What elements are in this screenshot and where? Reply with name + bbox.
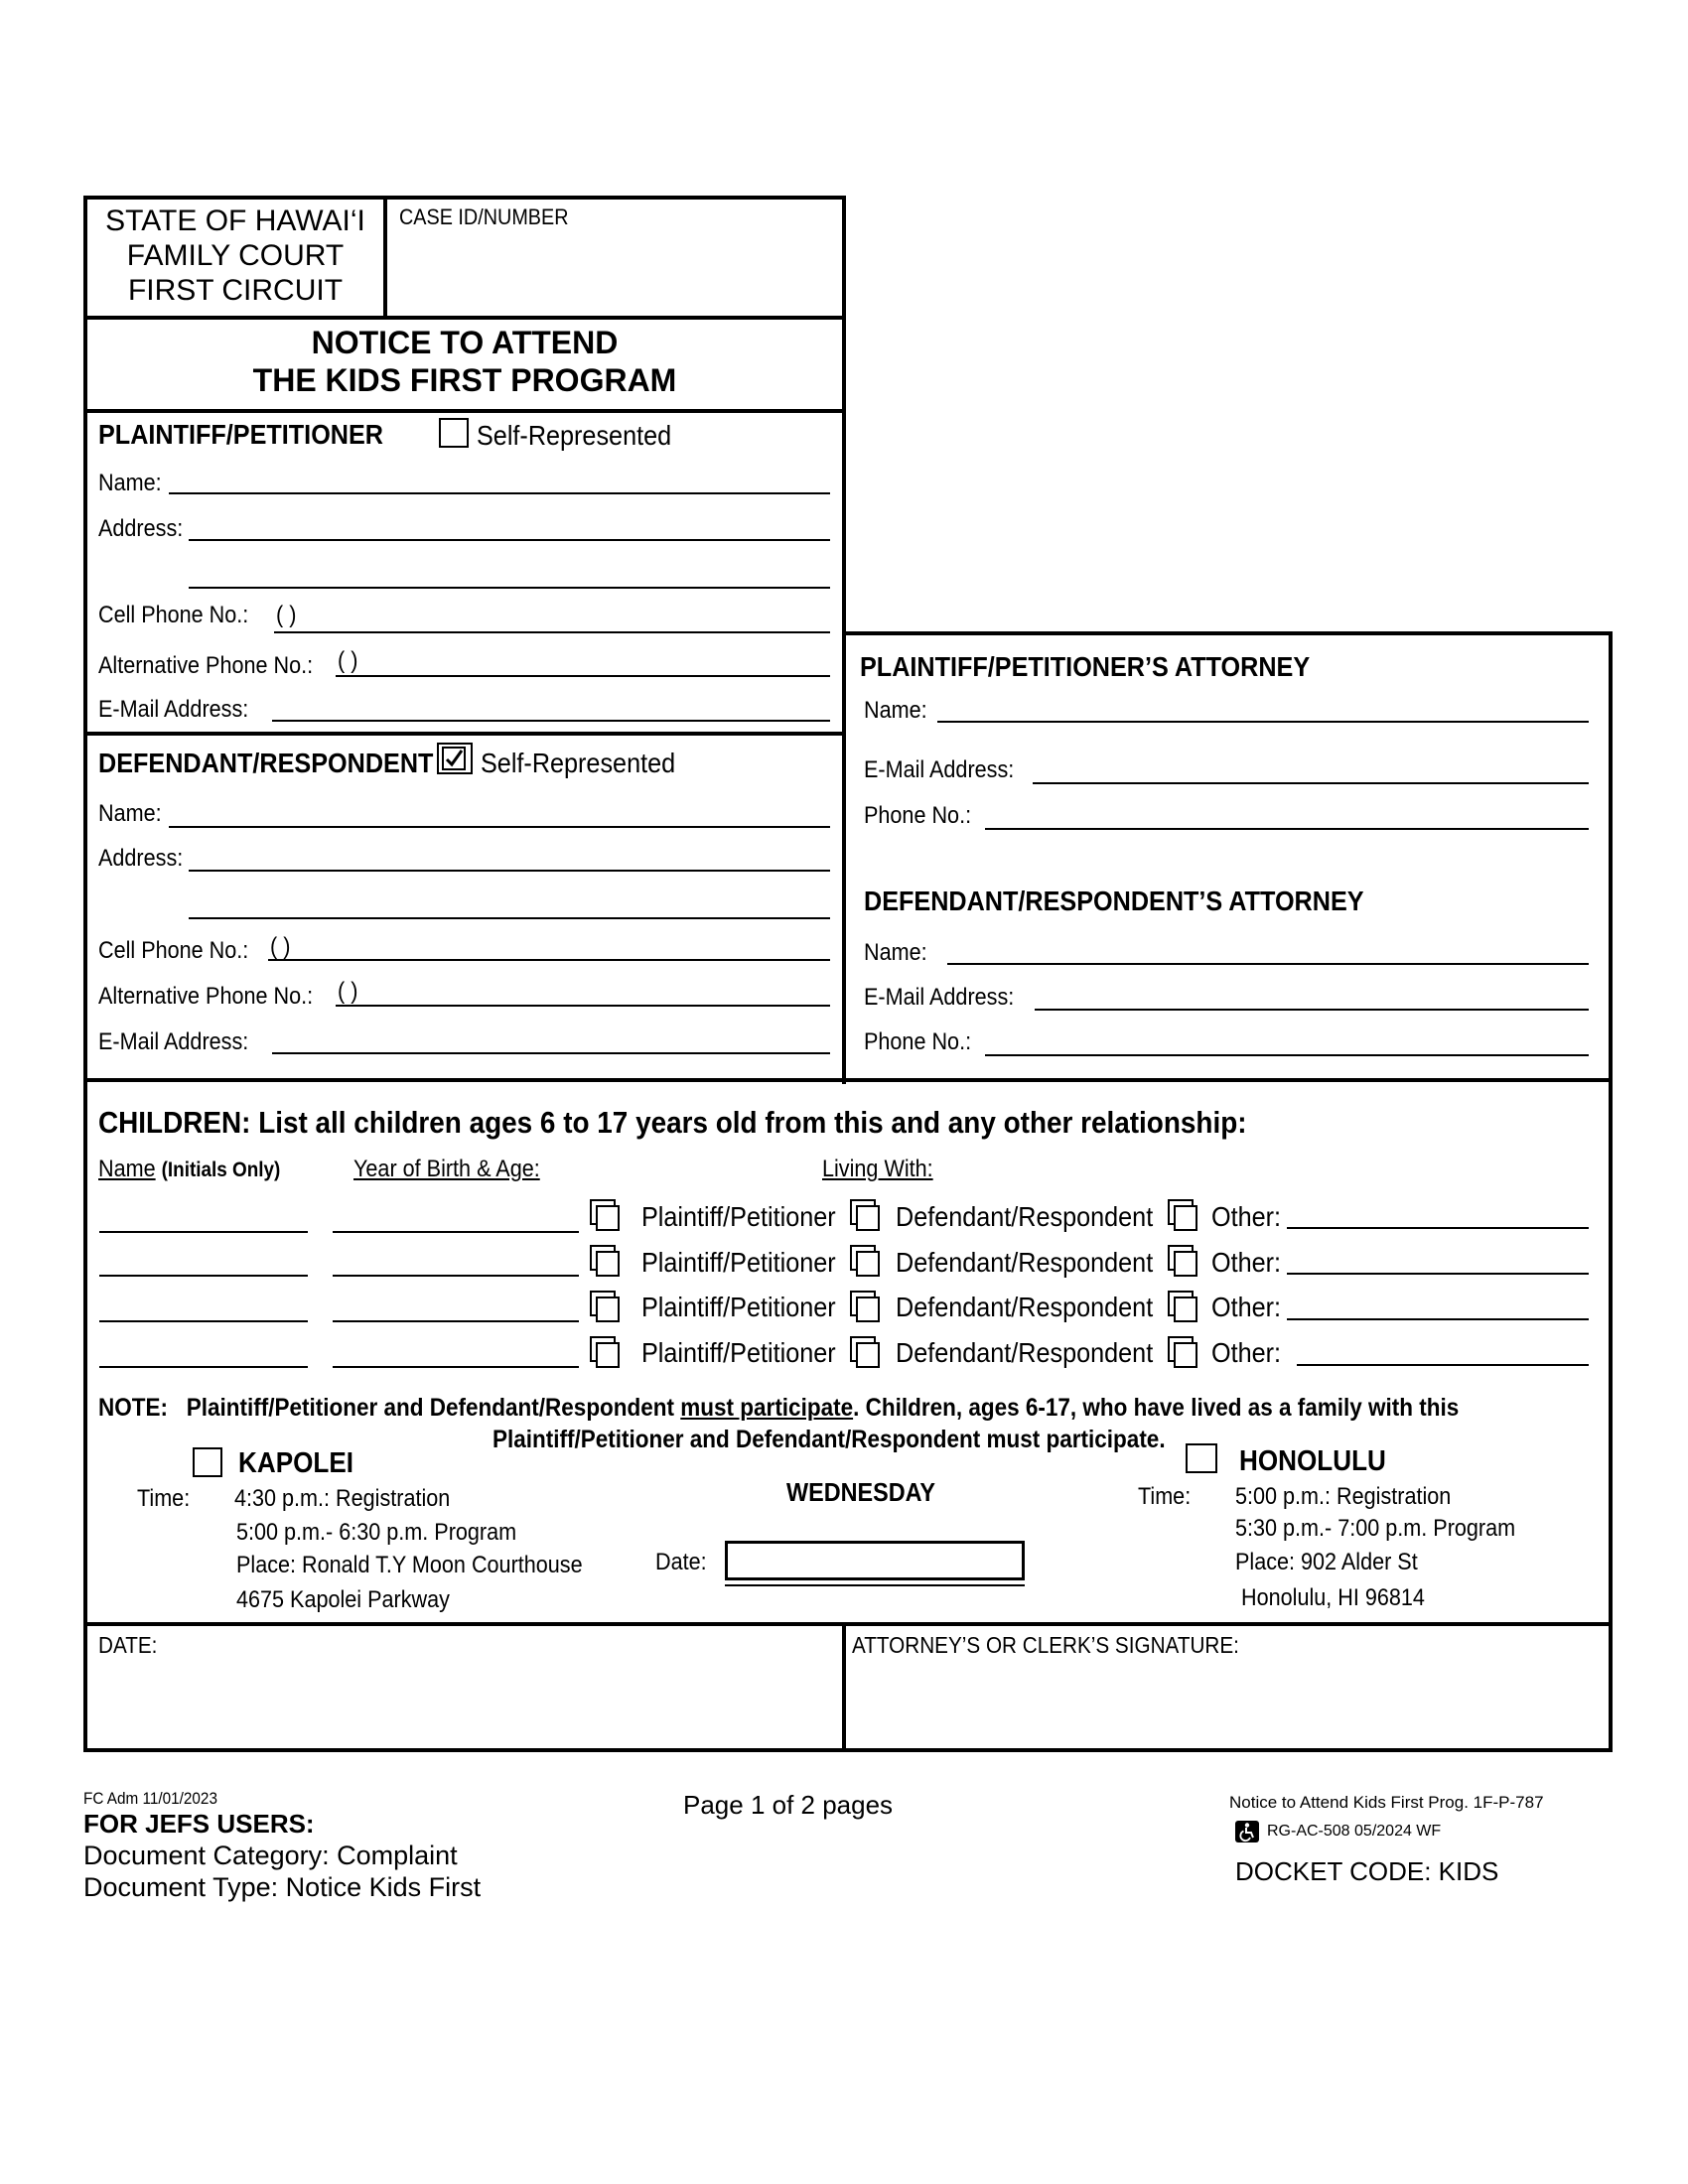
child-other-checkbox[interactable] [1168, 1199, 1197, 1229]
child-other-checkbox[interactable] [1168, 1291, 1197, 1320]
footer-jefs-users: FOR JEFS USERS: [83, 1809, 315, 1839]
defendant-attorney-name-label: Name: [864, 939, 927, 966]
child-defendant-label: Defendant/Respondent [896, 1337, 1154, 1368]
party-divider [83, 732, 846, 736]
note-text-b: . Children, ages 6-17, who have lived as a family with this [853, 1394, 1460, 1422]
plaintiff-attorney-heading: PLAINTIFF/PETITIONER’S ATTORNEY [860, 651, 1311, 682]
honolulu-checkbox[interactable] [1186, 1443, 1217, 1473]
child-name-input[interactable] [99, 1231, 308, 1233]
child-other-label: Other: [1211, 1247, 1282, 1278]
defendant-attorney-heading: DEFENDANT/RESPONDENT’S ATTORNEY [864, 886, 1364, 916]
child-plaintiff-label: Plaintiff/Petitioner [641, 1337, 836, 1368]
defendant-attorney-email-input[interactable] [1035, 1009, 1589, 1011]
footer-page-info: Page 1 of 2 pages [683, 1790, 894, 1820]
defendant-cell-label: Cell Phone No.: [98, 937, 249, 964]
child-plaintiff-checkbox[interactable] [590, 1245, 620, 1275]
plaintiff-attorney-phone-label: Phone No.: [864, 802, 972, 829]
child-defendant-label: Defendant/Respondent [896, 1292, 1154, 1322]
plaintiff-alt-parens: ( ) [338, 647, 358, 674]
defendant-email-input[interactable] [272, 1052, 830, 1054]
program-date-input[interactable] [725, 1541, 1025, 1580]
form-mid-border-upper [842, 409, 846, 1084]
note-line1 [98, 1394, 1459, 1423]
honolulu-line-city: Honolulu, HI 96814 [1235, 1584, 1425, 1611]
plaintiff-self-rep-checkbox[interactable] [439, 418, 469, 448]
plaintiff-heading: PLAINTIFF/PETITIONER [98, 419, 384, 450]
plaintiff-alt-input[interactable] [336, 675, 830, 677]
plaintiff-alt-label: Alternative Phone No.: [98, 652, 314, 679]
plaintiff-cell-parens: ( ) [276, 602, 297, 628]
plaintiff-name-input[interactable] [169, 492, 830, 494]
program-date-underline [725, 1584, 1025, 1586]
child-other-input[interactable] [1297, 1364, 1589, 1366]
form-right-border [1609, 631, 1613, 1752]
child-plaintiff-checkbox[interactable] [590, 1199, 620, 1229]
form-title-line1: NOTICE TO ATTEND [311, 325, 619, 360]
kapolei-label: KAPOLEI [238, 1447, 354, 1479]
child-defendant-checkbox[interactable] [850, 1291, 880, 1320]
children-heading: CHILDREN: List all children ages 6 to 17 years old from this and any other relationship: [98, 1105, 1247, 1140]
defendant-attorney-phone-input[interactable] [985, 1054, 1589, 1056]
footer-docket-code: DOCKET CODE: KIDS [1235, 1856, 1499, 1886]
honolulu-label: HONOLULU [1239, 1445, 1386, 1477]
child-name-input[interactable] [99, 1320, 308, 1322]
signature-divider [842, 1622, 846, 1752]
defendant-cell-input[interactable] [268, 959, 830, 961]
child-other-input[interactable] [1287, 1273, 1589, 1275]
defendant-address-label: Address: [98, 845, 184, 872]
defendant-attorney-phone-label: Phone No.: [864, 1028, 972, 1055]
note-line2: Plaintiff/Petitioner and Defendant/Respondent must participate. [492, 1426, 1166, 1453]
court-line-circuit: FIRST CIRCUIT [127, 274, 344, 307]
defendant-cell-parens: ( ) [270, 933, 291, 960]
defendant-checkmark-icon [442, 747, 466, 770]
defendant-attorney-email-label: E-Mail Address: [864, 984, 1015, 1011]
honolulu-line-place: Place: 902 Alder St [1235, 1549, 1418, 1575]
footer-doc-category: Document Category: Complaint [83, 1841, 458, 1870]
plaintiff-attorney-phone-input[interactable] [985, 828, 1589, 830]
child-other-input[interactable] [1287, 1227, 1589, 1229]
kapolei-line-registration: 4:30 p.m.: Registration [234, 1485, 451, 1512]
header-divider [383, 196, 387, 318]
plaintiff-address-input-1[interactable] [189, 539, 830, 541]
accessibility-icon [1235, 1821, 1259, 1843]
plaintiff-attorney-name-label: Name: [864, 697, 927, 724]
court-name [87, 204, 383, 308]
children-col-living: Living With: [822, 1156, 933, 1182]
plaintiff-cell-label: Cell Phone No.: [98, 602, 249, 628]
honolulu-line-registration: 5:00 p.m.: Registration [1235, 1483, 1452, 1510]
kapolei-time-label: Time: [137, 1485, 191, 1512]
date-label: Date: [655, 1549, 707, 1575]
plaintiff-attorney-name-input[interactable] [937, 721, 1589, 723]
case-id-field[interactable] [389, 238, 838, 310]
kapolei-line-place: Place: Ronald T.Y Moon Courthouse [236, 1552, 583, 1578]
form-title-line2: THE KIDS FIRST PROGRAM [252, 362, 677, 398]
footer-fc-adm: FC Adm 11/01/2023 [83, 1789, 217, 1808]
defendant-attorney-name-input[interactable] [947, 963, 1589, 965]
plaintiff-email-input[interactable] [272, 720, 830, 722]
child-defendant-checkbox[interactable] [850, 1245, 880, 1275]
child-other-label: Other: [1211, 1201, 1282, 1232]
signature-date-label: DATE: [98, 1632, 158, 1658]
child-year-input[interactable] [333, 1275, 579, 1277]
plaintiff-address-input-2[interactable] [189, 587, 830, 589]
kapolei-line-address: 4675 Kapolei Parkway [236, 1586, 450, 1613]
plaintiff-address-label: Address: [98, 515, 184, 542]
children-col-name-text: Name [98, 1156, 156, 1182]
case-id-label: CASE ID/NUMBER [399, 205, 569, 229]
children-col-name-note: (Initials Only) [161, 1159, 281, 1181]
footer-rg-code: RG-AC-508 05/2024 WF [1267, 1823, 1442, 1840]
note-text-a: Plaintiff/Petitioner and Defendant/Respondent [186, 1394, 681, 1422]
defendant-alt-parens: ( ) [338, 978, 358, 1005]
child-defendant-label: Defendant/Respondent [896, 1201, 1154, 1232]
plaintiff-attorney-email-label: E-Mail Address: [864, 756, 1015, 783]
child-plaintiff-checkbox[interactable] [590, 1291, 620, 1320]
child-defendant-label: Defendant/Respondent [896, 1247, 1154, 1278]
form-bottom-border [83, 1748, 1613, 1752]
child-defendant-checkbox[interactable] [850, 1199, 880, 1229]
defendant-address-input-2[interactable] [189, 917, 830, 919]
child-name-input[interactable] [99, 1366, 308, 1368]
defendant-self-rep-label: Self-Represented [481, 748, 676, 778]
plaintiff-cell-input[interactable] [274, 631, 830, 633]
child-year-input[interactable] [333, 1366, 579, 1368]
plaintiff-attorney-email-input[interactable] [1033, 782, 1589, 784]
plaintiff-name-label: Name: [98, 470, 162, 496]
defendant-alt-input[interactable] [336, 1005, 830, 1007]
defendant-self-rep-checkbox[interactable] [437, 743, 473, 774]
children-top-rule [83, 1078, 1613, 1082]
child-other-checkbox[interactable] [1168, 1245, 1197, 1275]
attorney-box-top [842, 631, 1613, 635]
child-plaintiff-label: Plaintiff/Petitioner [641, 1292, 836, 1322]
defendant-name-label: Name: [98, 800, 162, 827]
child-plaintiff-checkbox[interactable] [590, 1336, 620, 1366]
kapolei-checkbox[interactable] [193, 1447, 222, 1477]
child-plaintiff-label: Plaintiff/Petitioner [641, 1247, 836, 1278]
child-plaintiff-label: Plaintiff/Petitioner [641, 1201, 836, 1232]
children-col-year: Year of Birth & Age: [353, 1156, 540, 1182]
child-other-checkbox[interactable] [1168, 1336, 1197, 1366]
signature-input[interactable] [850, 1664, 1603, 1743]
plaintiff-email-label: E-Mail Address: [98, 696, 249, 723]
note-must-participate: must participate [680, 1394, 854, 1422]
honolulu-line-program: 5:30 p.m.- 7:00 p.m. Program [1235, 1515, 1516, 1542]
signature-date-input[interactable] [91, 1664, 834, 1743]
child-other-label: Other: [1211, 1337, 1282, 1368]
signature-top-rule [83, 1622, 1613, 1626]
court-line-state: STATE OF HAWAI‘I [105, 205, 365, 237]
honolulu-time-label: Time: [1138, 1483, 1192, 1510]
plaintiff-self-rep-label: Self-Represented [477, 420, 672, 451]
footer-form-title: Notice to Attend Kids First Prog. 1F-P-787 [1229, 1793, 1544, 1812]
kapolei-line-program: 5:00 p.m.- 6:30 p.m. Program [236, 1519, 517, 1546]
defendant-address-input-1[interactable] [189, 870, 830, 872]
wednesday-label: WEDNESDAY [786, 1477, 935, 1507]
child-year-input[interactable] [333, 1320, 579, 1322]
court-line-family: FAMILY COURT [126, 239, 345, 272]
defendant-heading: DEFENDANT/RESPONDENT [98, 748, 434, 778]
defendant-alt-label: Alternative Phone No.: [98, 983, 314, 1010]
child-other-input[interactable] [1287, 1318, 1589, 1320]
header-bottom-rule [83, 316, 846, 320]
child-defendant-checkbox[interactable] [850, 1336, 880, 1366]
child-name-input[interactable] [99, 1275, 308, 1277]
defendant-email-label: E-Mail Address: [98, 1028, 249, 1055]
child-other-label: Other: [1211, 1292, 1282, 1322]
note-prefix: NOTE: [98, 1394, 169, 1422]
form-title [87, 324, 842, 399]
signature-sig-label: ATTORNEY’S OR CLERK’S SIGNATURE: [852, 1632, 1239, 1658]
child-year-input[interactable] [333, 1231, 579, 1233]
children-col-name [98, 1156, 280, 1183]
defendant-name-input[interactable] [169, 826, 830, 828]
footer-doc-type: Document Type: Notice Kids First [83, 1872, 482, 1902]
